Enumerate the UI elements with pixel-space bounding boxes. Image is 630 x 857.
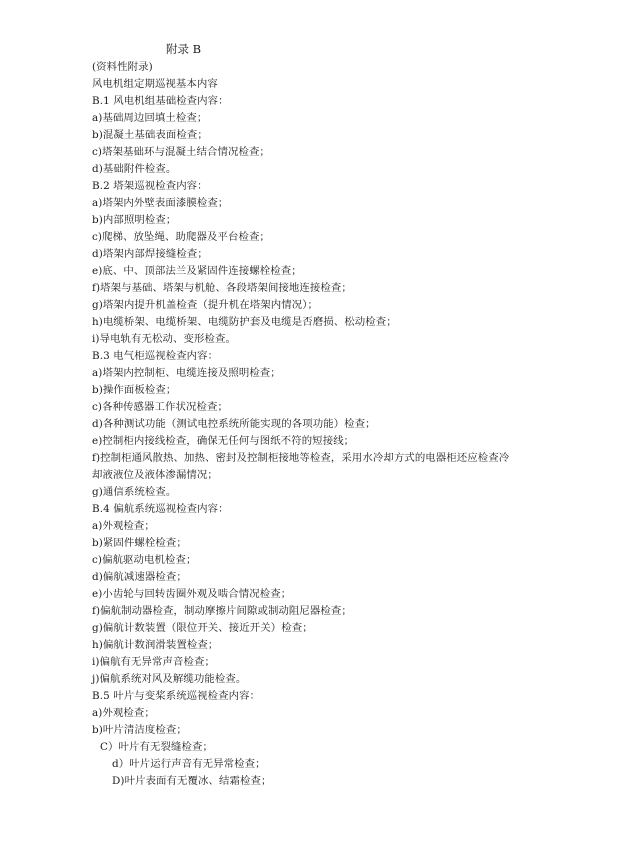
list-item: d)各种测试功能（测试电控系统所能实现的各项功能）检查； [92, 418, 376, 430]
list-item: c)偏航驱动电机检查； [92, 554, 197, 566]
section-heading-b3: B.3 电气柜巡视检查内容： [92, 350, 219, 362]
list-item-continuation: 却液液位及液体渗漏情况； [92, 469, 218, 481]
list-item: a)塔架内控制柜、电缆连接及照明检查； [92, 367, 281, 379]
list-item: d)基础附件检查。 [92, 163, 177, 175]
list-item: a)塔架内外壁表面漆膜检查； [92, 197, 229, 209]
list-item: d)偏航减速器检查； [92, 571, 187, 583]
list-item: a)基础周边回填土检查； [92, 112, 208, 124]
list-item: f)塔架与基础、塔架与机舱、各段塔架间接地连接检查； [92, 282, 352, 294]
list-item: D)叶片表面有无覆冰、结霜检查； [112, 775, 272, 787]
appendix-subtitle: (资料性附录) [92, 61, 153, 73]
list-item: g)偏航计数装置（限位开关、接近开关）检查； [92, 622, 313, 634]
appendix-title: 附录 B [166, 42, 202, 56]
section-heading-b2: B.2 塔架巡视检查内容： [92, 180, 208, 192]
appendix-heading: 风电机组定期巡视基本内容 [92, 78, 218, 90]
list-item: i)导电轨有无松动、变形检查。 [92, 333, 236, 345]
list-item: b)叶片清洁度检查； [92, 724, 187, 736]
list-item: c)塔架基础环与混凝土结合情况检查； [92, 146, 270, 158]
list-item: d)塔架内部焊接缝检查； [92, 248, 208, 260]
list-item: b)紧固件螺栓检查； [92, 537, 187, 549]
section-heading-b1: B.1 风电机组基础检查内容： [92, 95, 229, 107]
list-item: c)各种传感器工作状况检查； [92, 401, 228, 413]
list-item: d）叶片运行声音有无异常检查； [112, 758, 266, 770]
list-item: a)外观检查； [92, 707, 155, 719]
list-item: b)内部照明检查； [92, 214, 177, 226]
list-item: a)外观检查； [92, 520, 155, 532]
section-heading-b4: B.4 偏航系统巡视检查内容： [92, 503, 229, 515]
list-item: f)控制柜通风散热、加热、密封及控制柜接地等检查，采用水冷却方式的电器柜还应检查冷 [92, 452, 510, 464]
section-heading-b5: B.5 叶片与变桨系统巡视检查内容： [92, 690, 261, 702]
list-item: g)通信系统检查。 [92, 486, 177, 498]
list-item: f)偏航制动器检查，制动摩擦片间隙或制动阻尼器检查； [92, 605, 352, 617]
list-item: h)电缆桥架、电缆桥架、电缆防护套及电缆是否磨损、松动检查； [92, 316, 397, 328]
document-body [92, 59, 562, 790]
list-item: i)偏航有无异常声音检查； [92, 656, 215, 668]
list-item: c)爬梯、放坠绳、助爬器及平台检查； [92, 231, 270, 243]
list-item: e)底、中、顶部法兰及紧固件连接螺栓检查； [92, 265, 302, 277]
list-item: b)操作面板检查； [92, 384, 177, 396]
list-item: C）叶片有无裂缝检查； [100, 741, 213, 753]
list-item: h)偏航计数润滑装置检查； [92, 639, 219, 651]
list-item: e)控制柜内接线检查，确保无任何与图纸不符的短接线； [92, 435, 355, 447]
list-item: g)塔架内提升机盖检查（提升机在塔架内情况）； [92, 299, 319, 311]
list-item: j)偏航系统对风及解缆功能检查。 [92, 673, 247, 685]
list-item: b)混凝土基础表面检查； [92, 129, 208, 141]
list-item: e)小齿轮与回转齿圈外观及啮合情况检查； [92, 588, 292, 600]
